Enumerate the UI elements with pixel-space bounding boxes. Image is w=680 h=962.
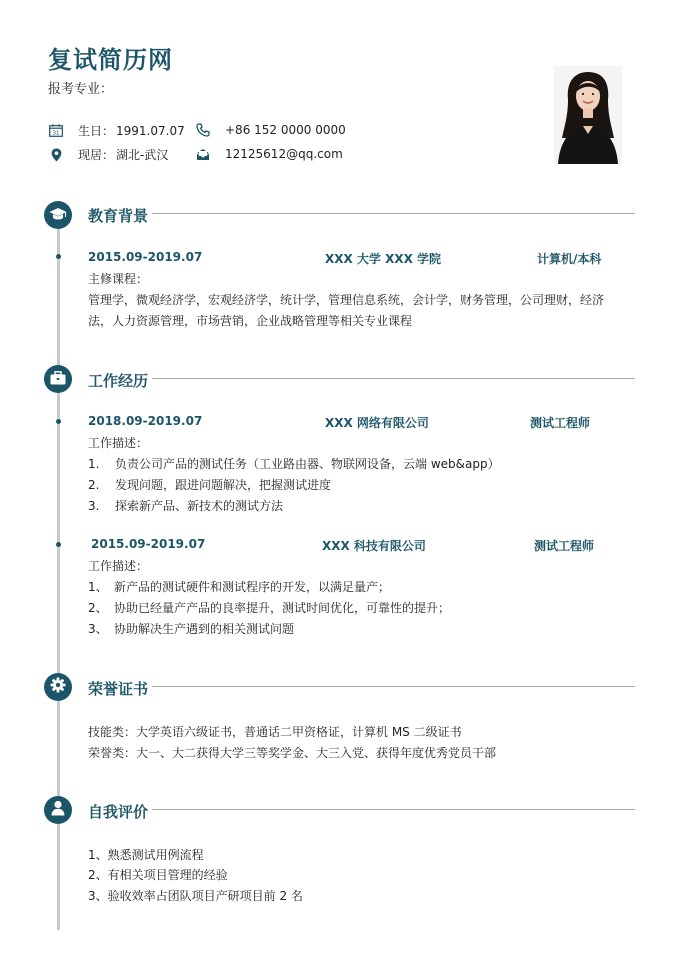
birth-info xyxy=(48,122,185,139)
self-eval-divider xyxy=(152,809,635,810)
resume-title: 复试简历网 xyxy=(48,46,173,74)
courses-line-2: 法，人力资源管理，市场营销，企业战略管理等相关专业课程 xyxy=(88,314,413,328)
list-item: 2、有相关项目管理的经验 xyxy=(88,868,228,882)
list-item: 3、 协助解决生产遇到的相关测试问题 xyxy=(88,622,295,636)
job-1-desc-label: 工作描述： xyxy=(88,436,149,450)
education-section-icon-circle xyxy=(44,201,72,229)
briefcase-icon xyxy=(50,370,66,389)
timeline-dot xyxy=(56,254,61,259)
timeline-line xyxy=(57,228,60,930)
education-period: 2015.09-2019.07 xyxy=(88,250,203,264)
residence-label: 现居： xyxy=(78,148,115,162)
location-pin-icon xyxy=(48,147,64,163)
job-1-role: 测试工程师 xyxy=(530,416,591,430)
work-divider xyxy=(152,378,635,379)
graduation-cap-icon xyxy=(49,206,67,225)
list-item: 1、 新产品的测试硬件和测试程序的开发，以满足量产； xyxy=(88,580,391,594)
phone-info xyxy=(195,122,346,138)
self-eval-section-icon-circle xyxy=(44,796,72,824)
birth-value: 1991.07.07 xyxy=(116,123,185,138)
honors-divider xyxy=(152,686,635,687)
person-icon xyxy=(51,800,65,820)
list-item: 1. 负责公司产品的测试任务（工业路由器、物联网设备，云端 web&app） xyxy=(88,457,500,471)
list-item: 3. 探索新产品、新技术的测试方法 xyxy=(88,499,284,513)
list-item: 3、验收效率占团队项目产研项目前 2 名 xyxy=(88,889,303,903)
phone-icon xyxy=(195,122,211,138)
honors-skills: 技能类：大学英语六级证书，普通话二甲资格证，计算机 MS 二级证书 xyxy=(88,725,462,739)
self-eval-section-title: 自我评价 xyxy=(88,803,149,821)
email-info xyxy=(195,146,343,162)
profile-photo xyxy=(554,66,622,164)
job-2-company: XXX 科技有限公司 xyxy=(322,539,426,553)
work-section-title: 工作经历 xyxy=(88,372,149,390)
timeline-dot xyxy=(56,542,61,547)
job-2-period: 2015.09-2019.07 xyxy=(91,537,206,551)
calendar-icon xyxy=(48,123,64,139)
job-1-period: 2018.09-2019.07 xyxy=(88,414,203,428)
honors-awards: 荣誉类：大一、大二获得大学三等奖学金、大三入党、获得年度优秀党员干部 xyxy=(88,746,497,760)
job-1-company: XXX 网络有限公司 xyxy=(325,416,429,430)
gear-icon xyxy=(50,677,66,697)
job-2-role: 测试工程师 xyxy=(534,539,595,553)
education-degree: 计算机/本科 xyxy=(537,252,602,266)
email-icon xyxy=(195,146,211,162)
education-divider xyxy=(152,213,635,214)
honors-section-title: 荣誉证书 xyxy=(88,680,149,698)
timeline-dot xyxy=(56,419,61,424)
phone-value: +86 152 0000 0000 xyxy=(225,123,346,137)
major-label: 报考专业： xyxy=(48,82,114,97)
svg-text:31: 31 xyxy=(52,130,60,137)
list-item: 2. 发现问题，跟进问题解决，把握测试进度 xyxy=(88,478,332,492)
courses-label: 主修课程： xyxy=(88,272,149,286)
job-2-desc-label: 工作描述： xyxy=(88,559,149,573)
courses-line-1: 管理学，微观经济学，宏观经济学，统计学，管理信息系统，会计学，财务管理，公司理财，经济 xyxy=(88,293,605,307)
education-school: XXX 大学 XXX 学院 xyxy=(325,252,442,266)
email-value: 12125612@qq.com xyxy=(225,147,343,161)
education-section-title: 教育背景 xyxy=(88,207,149,225)
list-item: 1、熟悉测试用例流程 xyxy=(88,848,204,862)
list-item: 2、 协助已经量产产品的良率提升，测试时间优化，可靠性的提升； xyxy=(88,601,451,615)
residence-value: 湖北-武汉 xyxy=(116,148,169,162)
residence-info xyxy=(48,146,168,163)
work-section-icon-circle xyxy=(44,365,72,393)
birth-label: 生日： xyxy=(78,124,115,138)
honors-section-icon-circle xyxy=(44,673,72,701)
